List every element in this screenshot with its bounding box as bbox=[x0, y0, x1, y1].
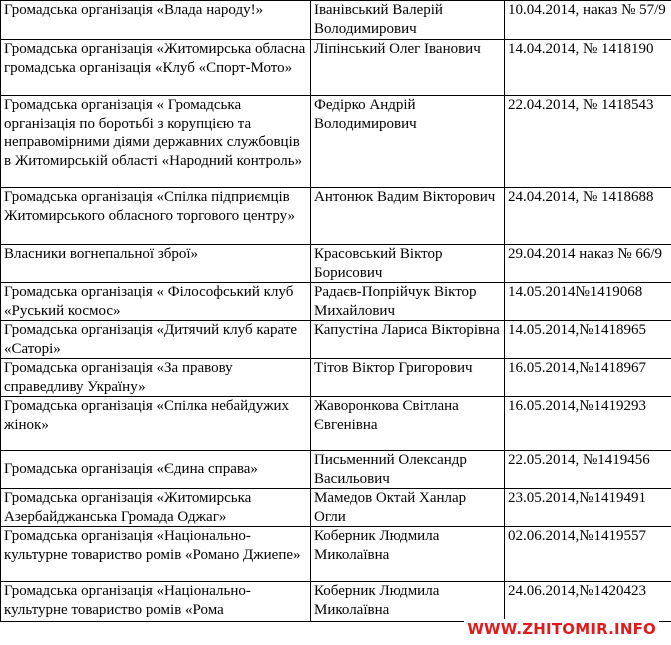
org-name-cell: Громадська організація « Громадська організація по боротьбі з корупцією та неправомірними діями державних службовців в Житомирській області «Народний контроль» bbox=[1, 96, 311, 188]
head-name-cell: Ліпінський Олег Іванович bbox=[311, 40, 505, 96]
org-name-cell: Громадська організація «Національно-культурне товариство ромів «Романо Джиепе» bbox=[1, 527, 311, 582]
registration-cell: 14.05.2014,№1418965 bbox=[505, 321, 671, 359]
head-name-cell: Коберник Людмила Миколаївна bbox=[311, 527, 505, 582]
table-row bbox=[1, 321, 671, 359]
table-row bbox=[1, 40, 671, 96]
site-watermark: WWW.ZHITOMIR.INFO bbox=[464, 619, 659, 639]
org-name-cell: Громадська організація «Єдина справа» bbox=[1, 451, 311, 489]
head-name-cell: Радаєв-Попрійчук Віктор Михайлович bbox=[311, 283, 505, 321]
registration-cell: 22.05.2014, №1419456 bbox=[505, 451, 671, 489]
table-row bbox=[1, 245, 671, 283]
registration-cell: 14.04.2014, № 1418190 bbox=[505, 40, 671, 96]
head-name-cell: Письменний Олександр Васильович bbox=[311, 451, 505, 489]
head-name-cell: Коберник Людмила Миколаївна bbox=[311, 582, 505, 622]
table-row bbox=[1, 489, 671, 527]
org-name-cell: Громадська організація «Влада народу!» bbox=[1, 1, 311, 40]
table-row bbox=[1, 359, 671, 397]
registration-cell: 23.05.2014,№1419491 bbox=[505, 489, 671, 527]
registration-cell: 16.05.2014,№1419293 bbox=[505, 397, 671, 451]
table-row bbox=[1, 1, 671, 40]
org-name-cell: Громадська організація «Дитячий клуб карате «Саторі» bbox=[1, 321, 311, 359]
table-row bbox=[1, 283, 671, 321]
head-name-cell: Іванівський Валерій Володимирович bbox=[311, 1, 505, 40]
table-row bbox=[1, 527, 671, 582]
registration-cell: 10.04.2014, наказ № 57/9 bbox=[505, 1, 671, 40]
registration-cell: 14.05.2014№1419068 bbox=[505, 283, 671, 321]
table-row bbox=[1, 96, 671, 188]
org-name-cell: Громадська організація «Національно-культурне товариство ромів «Рома bbox=[1, 582, 311, 622]
registration-cell: 24.06.2014,№1420423 bbox=[505, 582, 671, 622]
org-name-cell: Громадська організація «Житомирська Азербайджанська Громада Оджаг» bbox=[1, 489, 311, 527]
org-name-cell: Громадська організація «Спілка небайдужих жінок» bbox=[1, 397, 311, 451]
org-name-cell: Громадська організація «Житомирська обласна громадська організація «Клуб «Спорт-Мото» bbox=[1, 40, 311, 96]
org-name-cell: Власники вогнепальної зброї» bbox=[1, 245, 311, 283]
table-row bbox=[1, 397, 671, 451]
table-row bbox=[1, 582, 671, 622]
registration-cell: 22.04.2014, № 1418543 bbox=[505, 96, 671, 188]
head-name-cell: Антонюк Вадим Вікторович bbox=[311, 188, 505, 245]
org-name-cell: Громадська організація «Спілка підприємців Житомирського обласного торгового центру» bbox=[1, 188, 311, 245]
head-name-cell: Капустіна Лариса Вікторівна bbox=[311, 321, 505, 359]
registration-cell: 16.05.2014,№1418967 bbox=[505, 359, 671, 397]
org-name-cell: Громадська організація « Філософський клуб «Руський космос» bbox=[1, 283, 311, 321]
head-name-cell: Федірко Андрій Володимирович bbox=[311, 96, 505, 188]
head-name-cell: Тітов Віктор Григорович bbox=[311, 359, 505, 397]
head-name-cell: Жаворонкова Світлана Євгенівна bbox=[311, 397, 505, 451]
registration-cell: 24.04.2014, № 1418688 bbox=[505, 188, 671, 245]
org-name-cell: Громадська організація «За правову справедливу Україну» bbox=[1, 359, 311, 397]
table-row bbox=[1, 188, 671, 245]
registration-cell: 02.06.2014,№1419557 bbox=[505, 527, 671, 582]
head-name-cell: Красовський Віктор Борисович bbox=[311, 245, 505, 283]
registration-cell: 29.04.2014 наказ № 66/9 bbox=[505, 245, 671, 283]
head-name-cell: Мамедов Октай Ханлар Огли bbox=[311, 489, 505, 527]
table-row bbox=[1, 451, 671, 489]
